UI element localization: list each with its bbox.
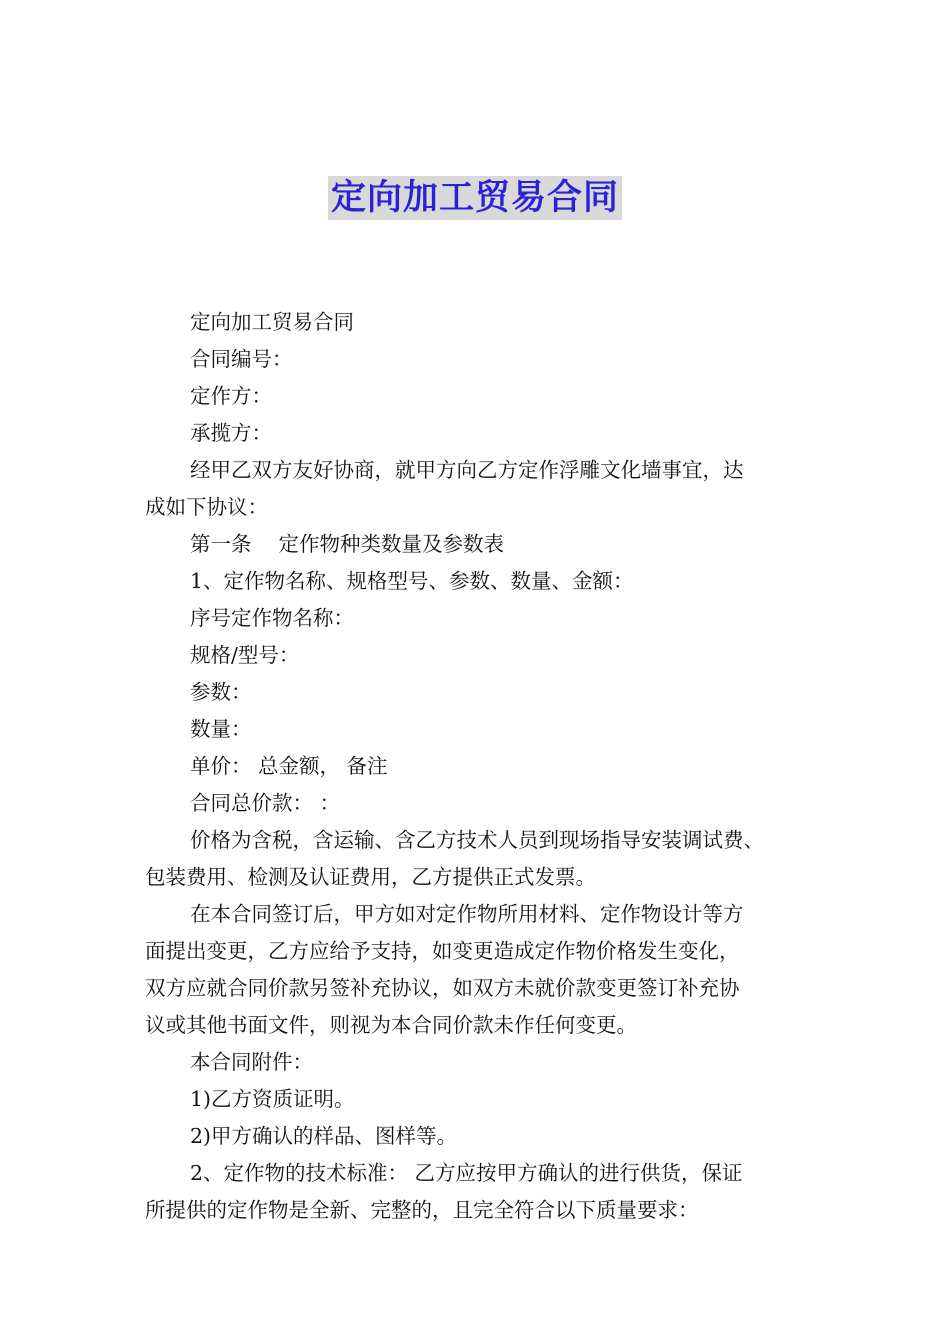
document-title: 定向加工贸易合同 [328,176,622,220]
document-line: 数量： [190,717,252,741]
document-line: 合同编号： [190,347,293,371]
title-container [0,176,950,220]
document-line: 2)甲方确认的样品、图样等。 [190,1124,458,1148]
document-line: 参数： [190,680,252,704]
document-line: 双方应就合同价款另签补充协议，如双方未就价款变更签订补充协 [145,976,740,1000]
document-line: 承揽方： [190,421,272,445]
document-line: 面提出变更，乙方应给予支持，如变更造成定作物价格发生变化， [145,939,740,963]
document-line: 价格为含税，含运输、含乙方技术人员到现场指导安装调试费、 [190,828,764,852]
document-line: 合同总价款： ： [190,791,341,815]
document-line: 成如下协议： [145,495,268,519]
document-line: 规格/型号： [190,643,300,667]
document-line: 经甲乙双方友好协商，就甲方向乙方定作浮雕文化墙事宜，达 [190,458,744,482]
document-line: 1)乙方资质证明。 [190,1087,355,1111]
document-line: 本合同附件： [190,1050,313,1074]
document-line: 定作方： [190,384,272,408]
document-body [145,304,810,1229]
document-line: 定向加工贸易合同 [190,310,354,334]
document-line: 第一条 定作物种类数量及参数表 [190,532,505,556]
document-line: 所提供的定作物是全新、完整的，且完全符合以下质量要求： [145,1198,699,1222]
document-line: 议或其他书面文件，则视为本合同价款未作任何变更。 [145,1013,637,1037]
document-line: 2、定作物的技术标准： 乙方应按甲方确认的进行供货，保证 [190,1161,743,1185]
document-line: 单价： 总金额， 备注 [190,754,388,778]
document-line: 1、定作物名称、规格型号、参数、数量、金额： [190,569,634,593]
document-line: 在本合同签订后，甲方如对定作物所用材料、定作物设计等方 [190,902,744,926]
document-line: 包装费用、检测及认证费用，乙方提供正式发票。 [145,865,596,889]
document-line: 序号定作物名称： [190,606,354,630]
